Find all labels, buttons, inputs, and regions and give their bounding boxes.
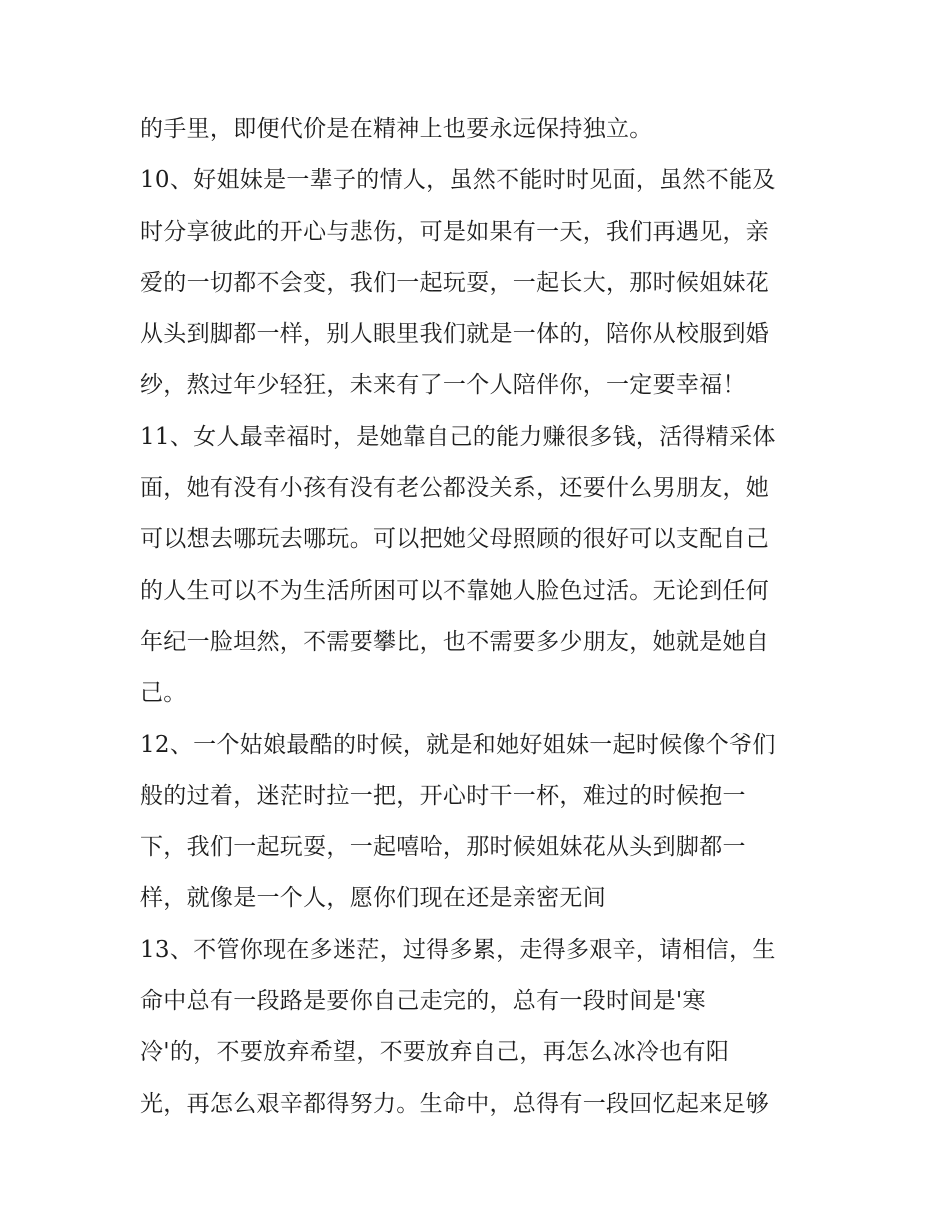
text-line: 时分享彼此的开心与悲伤，可是如果有一天，我们再遇见，亲 bbox=[140, 218, 770, 245]
body-text bbox=[140, 104, 830, 1130]
text-line: 般的过着，迷茫时拉一把，开心时干一杯，难过的时候抱一 bbox=[140, 782, 746, 809]
text-line: 可以想去哪玩去哪玩。可以把她父母照顾的很好可以支配自己 bbox=[140, 526, 770, 553]
text-line: 年纪一脸坦然，不需要攀比，也不需要多少朋友，她就是她自 bbox=[140, 628, 770, 655]
text-line: 命中总有一段路是要你自己走完的，总有一段时间是'寒 bbox=[140, 988, 706, 1015]
text-line: 纱，熬过年少轻狂，未来有了一个人陪伴你，一定要幸福！ bbox=[140, 372, 746, 399]
text-line: 的手里，即便代价是在精神上也要永远保持独立。 bbox=[140, 116, 653, 142]
text-line: 从头到脚都一样，别人眼里我们就是一体的，陪你从校服到婚 bbox=[140, 321, 770, 348]
text-line: 12、一个姑娘最酷的时候，就是和她好姐妹一起时候像个爷们 bbox=[140, 731, 776, 758]
text-line: 己。 bbox=[140, 680, 187, 707]
text-line: 10、好姐妹是一辈子的情人，虽然不能时时见面，虽然不能及 bbox=[140, 167, 776, 194]
text-line: 的人生可以不为生活所困可以不靠她人脸色过活。无论到任何 bbox=[140, 577, 770, 604]
text-line: 样，就像是一个人，愿你们现在还是亲密无间 bbox=[140, 885, 606, 912]
text-line: 爱的一切都不会变，我们一起玩耍，一起长大，那时候姐妹花 bbox=[140, 269, 770, 296]
text-line: 光，再怎么艰辛都得努力。生命中，总得有一段回忆起来足够 bbox=[140, 1090, 770, 1117]
text-line: 面，她有没有小孩有没有老公都没关系，还要什么男朋友，她 bbox=[140, 475, 770, 502]
text-line: 冷'的，不要放弃希望，不要放弃自己，再怎么冰冷也有阳 bbox=[140, 1039, 730, 1066]
text-line: 11、女人最幸福时，是她靠自己的能力赚很多钱，活得精采体 bbox=[140, 423, 776, 450]
text-line: 下，我们一起玩耍，一起嘻哈，那时候姐妹花从头到脚都一 bbox=[140, 834, 746, 861]
text-line: 13、不管你现在多迷茫，过得多累，走得多艰辛，请相信，生 bbox=[140, 936, 776, 963]
